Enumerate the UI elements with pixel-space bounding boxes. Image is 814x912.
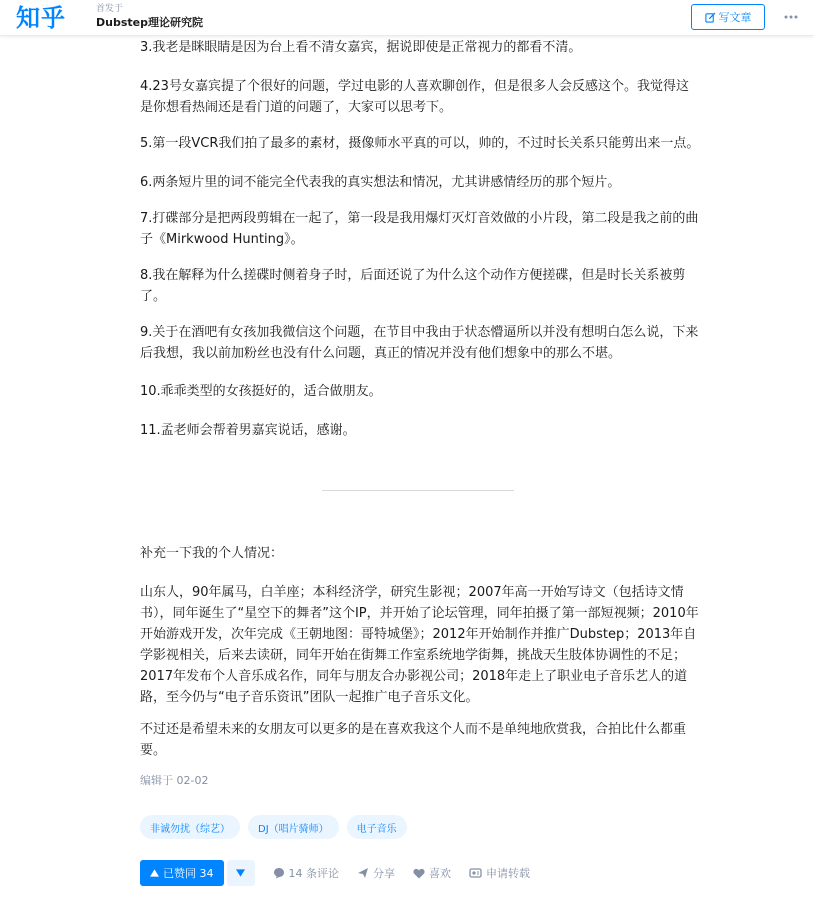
topic-tag[interactable]: 非诚勿扰（综艺）: [140, 815, 240, 839]
article-paragraph: 8.我在解释为什么搓碟时侧着身子时，后面还说了为什么这个动作方便搓碟，但是时长关系被剪了。: [140, 268, 686, 304]
vote-down-button[interactable]: [227, 860, 255, 886]
edit-icon: [705, 12, 716, 23]
topic-tag[interactable]: DJ（唱片骑师）: [248, 815, 339, 839]
like-label: 喜欢: [429, 867, 451, 880]
more-options-icon[interactable]: [782, 8, 800, 26]
article-paragraph: 3.我老是眯眼睛是因为台上看不清女嘉宾，据说即使是正常视力的都看不清。: [140, 40, 582, 55]
edit-timestamp: 编辑于 02-02: [140, 774, 209, 787]
article-paragraph: 9.关于在酒吧有女孩加我微信这个问题，在节目中我由于状态懵逼所以并没有想明白怎么说，下来后我想，我以前加粉丝也没有什么问题，真正的情况并没有他们想象中的那么不堪。: [140, 325, 699, 361]
comments-label: 14 条评论: [288, 867, 339, 880]
comments-button[interactable]: [273, 865, 340, 881]
supplement-paragraph: 山东人，90年属马，白羊座；本科经济学，研究生影视；2007年高一开始写诗文（包括诗文情书），同年诞生了“星空下的舞者”这个IP，并开始了论坛管理，同年拍摄了第一部短视频；2010年开始游戏开发，次年完成《王朝地图：哥特城堡》；2012年开始制作并推广Dubstep；2013年自学影视相关，后来去读研，同年开始在街舞工作室系统地学街舞，挑战天生肢体协调性的不足；2017年发布个人音乐成名作，同年与朋友合办影视公司；2018年走上了职业电子音乐艺人的道路，至今仍与“电子音乐资讯”团队一起推广电子音乐文化。: [140, 585, 699, 705]
topic-tags: [140, 815, 407, 839]
comment-icon: [273, 867, 285, 879]
repost-request-button[interactable]: [469, 865, 530, 881]
share-icon: [357, 867, 369, 879]
write-article-button[interactable]: [691, 4, 765, 30]
article-paragraph: 10.乖乖类型的女孩挺好的，适合做朋友。: [140, 384, 382, 399]
published-in-label: 首发于: [96, 4, 124, 14]
share-label: 分享: [373, 867, 395, 880]
vote-up-button[interactable]: [140, 860, 224, 886]
article-paragraph: 7.打碟部分是把两段剪辑在一起了，第一段是我用爆灯灭灯音效做的小片段，第二段是我之前的曲子《Mirkwood Hunting》。: [140, 211, 699, 247]
vote-up-label: 已赞同 34: [163, 867, 214, 880]
like-button[interactable]: [413, 865, 451, 881]
zhihu-logo[interactable]: 知乎: [16, 4, 66, 32]
column-info: [96, 4, 203, 29]
section-divider: [322, 490, 514, 491]
top-header: [0, 0, 814, 36]
triangle-up-icon: [150, 869, 159, 877]
share-button[interactable]: [357, 865, 395, 881]
article-paragraph: 4.23号女嘉宾提了个很好的问题，学过电影的人喜欢聊创作，但是很多人会反感这个。我觉得这是你想看热闹还是看门道的问题了，大家可以思考下。: [140, 79, 689, 115]
article-paragraph: 11.孟老师会帮着男嘉宾说话，感谢。: [140, 423, 356, 438]
repost-icon: [469, 867, 482, 879]
supplement-paragraph: 不过还是希望未来的女朋友可以更多的是在喜欢我这个人而不是单纯地欣赏我，合拍比什么都重要。: [140, 722, 687, 758]
triangle-down-icon: [236, 869, 245, 877]
topic-tag[interactable]: 电子音乐: [347, 815, 407, 839]
heart-icon: [413, 868, 425, 879]
write-article-label: 写文章: [718, 11, 752, 24]
supplement-heading: 补充一下我的个人情况：: [140, 546, 284, 561]
article-paragraph: 5.第一段VCR我们拍了最多的素材，摄像师水平真的可以，帅的，不过时长关系只能剪出来一点。: [140, 136, 700, 151]
repost-label: 申请转载: [486, 867, 530, 880]
column-name-link[interactable]: Dubstep理论研究院: [96, 15, 203, 29]
action-bar: [140, 860, 530, 886]
article-paragraph: 6.两条短片里的词不能完全代表我的真实想法和情况，尤其讲感情经历的那个短片。: [140, 175, 621, 190]
